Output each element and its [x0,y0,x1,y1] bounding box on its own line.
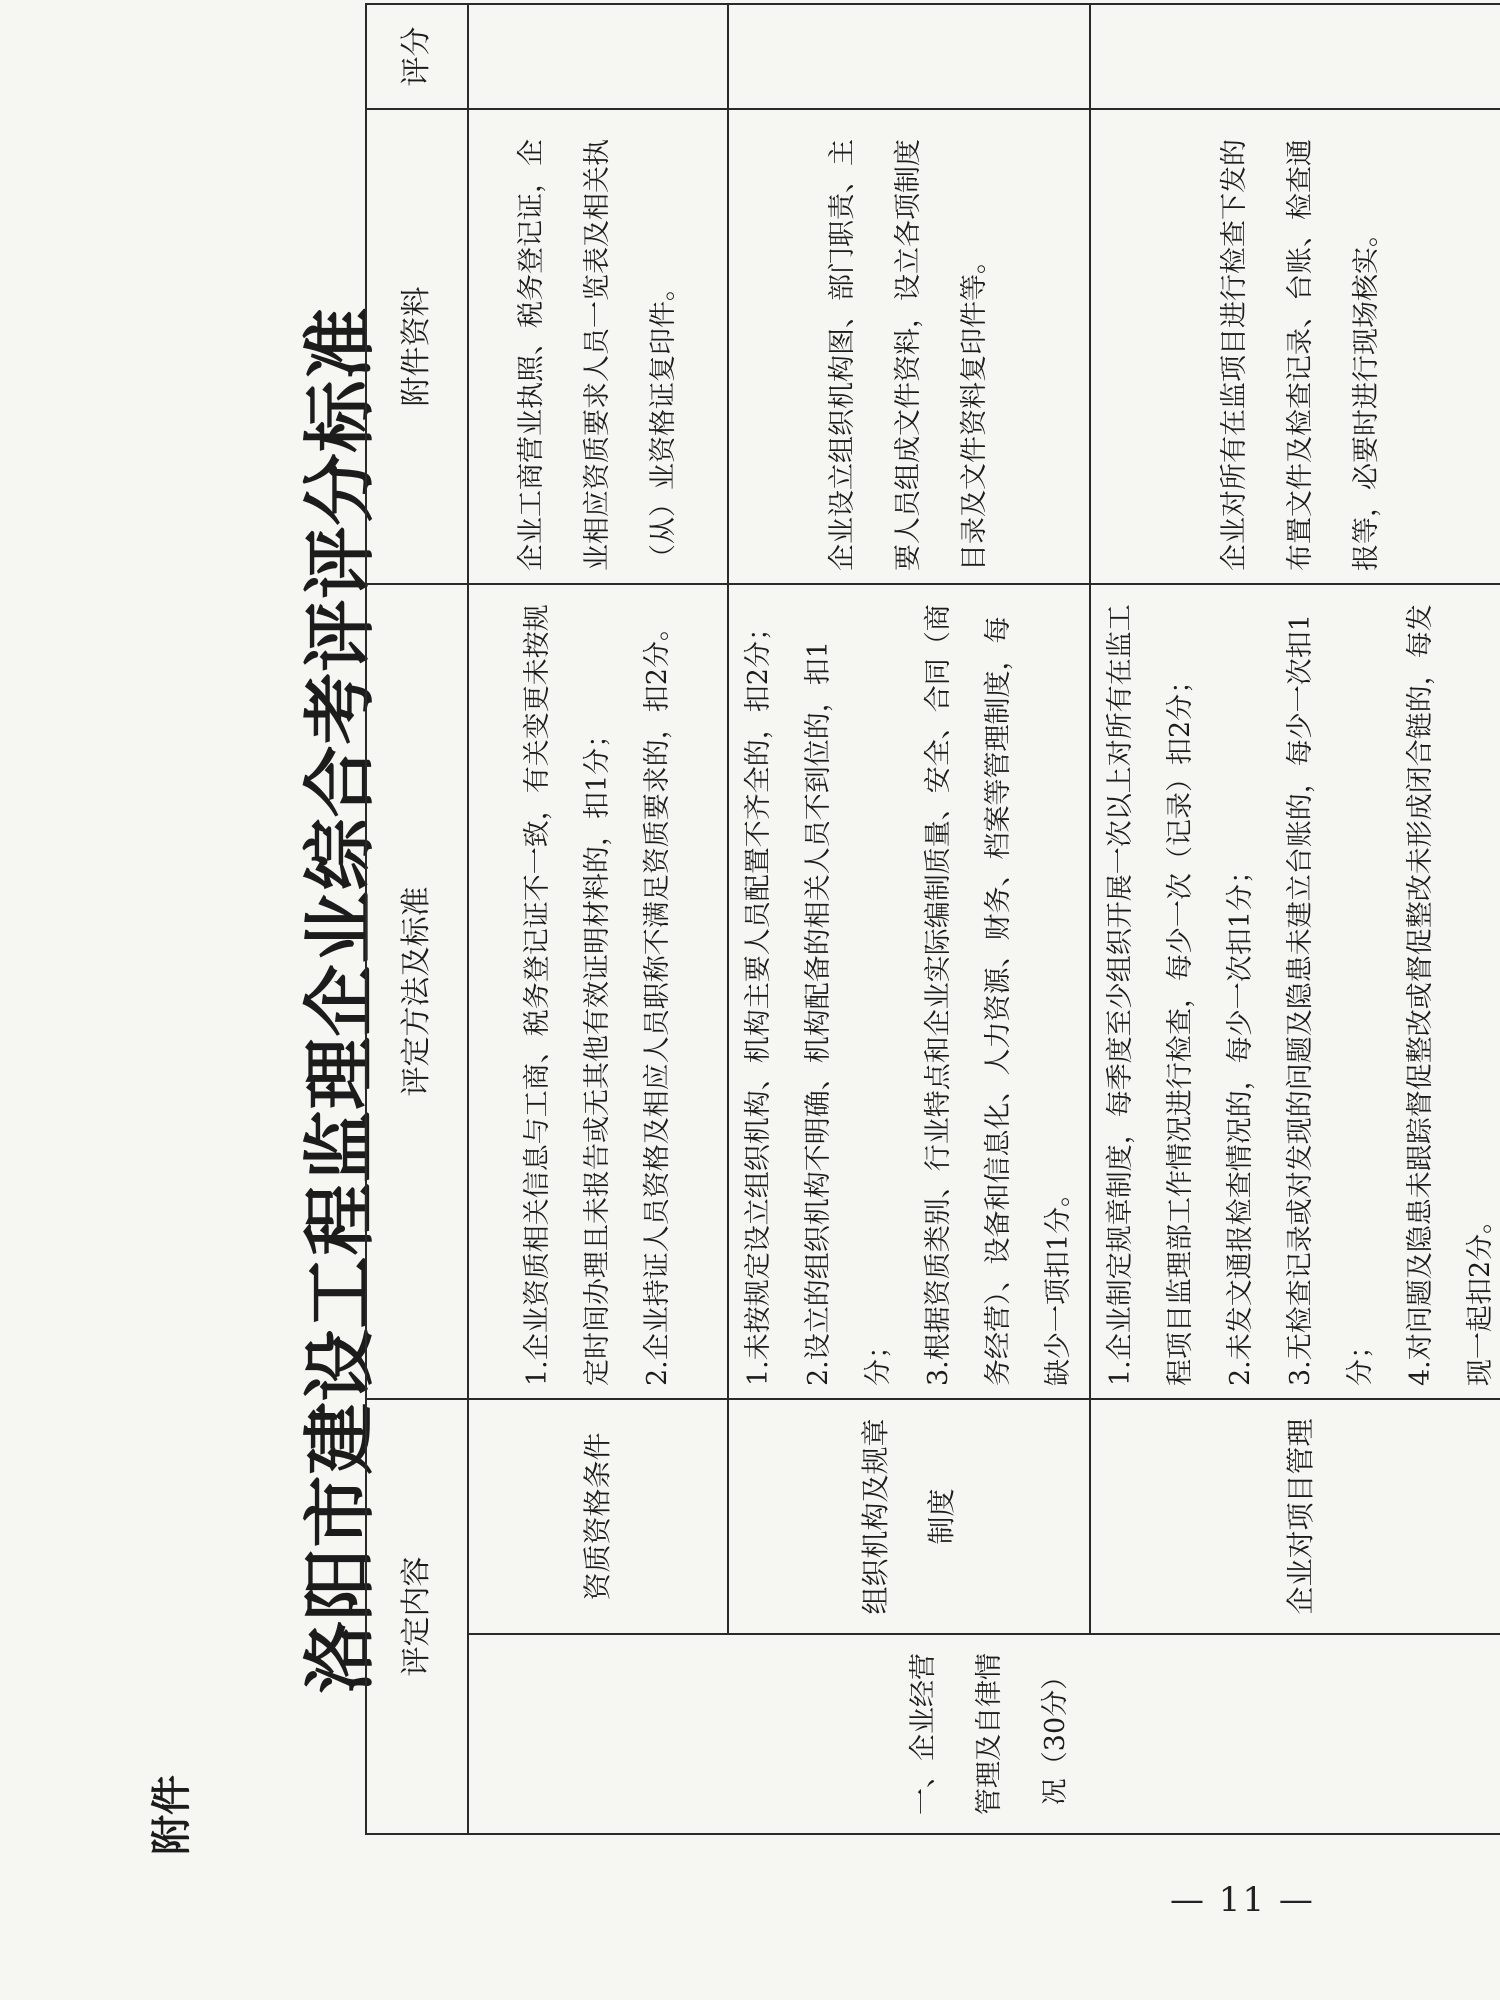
subcategory-cell: 企业对项目管理 [1090,1399,1500,1634]
criteria-cell [1090,584,1500,1399]
scoring-table [365,3,1500,1835]
criteria-item: 3.根据资质类别、行业特点和企业实际编制质量、安全、合同（商务经营）、设备和信息化、人力资源、财务、档案等管理制度，每缺少一项扣1分。 [923,604,1074,1386]
table-row [468,4,728,1834]
table-header-row [366,4,468,1834]
header-method: 评定方法及标准 [366,584,468,1399]
materials-cell: 企业设立组织机构图、部门职责、主要人员组成文件资料，设立各项制度目录及文件资料复印件等。 [728,109,1090,584]
criteria-item: 1.企业制定规章制度，每季度至少组织开展一次以上对所有在监工程项目监理部工作情况进行检查，每少一次（记录）扣2分； [1105,604,1196,1386]
header-materials: 附件资料 [366,109,468,584]
criteria-item: 2.未发文通报检查情况的，每少一次扣1分； [1225,857,1256,1386]
criteria-item: 1.未按规定设立组织机构、机构主要人员配置不齐全的，扣2分； [743,614,774,1386]
header-content: 评定内容 [366,1399,468,1834]
page-number: — 11 — [1170,1880,1315,1920]
table-row [1090,4,1500,1834]
materials-cell: 企业对所有在监项目进行检查下发的布置文件及检查记录、台账、检查通报等，必要时进行现场核实。 [1090,109,1500,584]
table-row [728,4,1090,1834]
criteria-cell [728,584,1090,1399]
header-score: 评分 [366,4,468,109]
criteria-cell [468,584,728,1399]
subcategory-cell: 组织机构及规章制度 [728,1399,1090,1634]
score-cell[interactable] [1090,4,1500,109]
document-title: 洛阳市建设工程监理企业综合考评评分标准 [297,306,382,1694]
category-cell: 一、企业经营管理及自律情况（30分） [468,1634,1500,1834]
score-cell[interactable] [468,4,728,109]
subcategory-cell: 资质资格条件 [468,1399,728,1634]
criteria-item: 1.企业资质相关信息与工商、税务登记证不一致，有关变更未按规定时间办理且未报告或无其他有效证明材料的，扣1分； [522,604,613,1386]
criteria-item: 2.企业持证人员资格及相应人员职称不满足资质要求的，扣2分。 [642,614,673,1386]
criteria-item: 4.对问题及隐患未跟踪督促整改或督促整改未形成闭合链的，每发现一起扣2分。 [1405,604,1496,1386]
materials-cell: 企业工商营业执照、税务登记证，企业相应资质要求人员一览表及相关执（从）业资格证复印件。 [468,109,728,584]
criteria-item: 3.无检查记录或对发现的问题及隐患未建立台账的，每少一次扣1分； [1285,614,1376,1386]
criteria-item: 2.设立的组织机构不明确、机构配备的相关人员不到位的，扣1分； [803,641,894,1386]
attachment-label: 附件 [149,1775,195,1855]
score-cell[interactable] [728,4,1090,109]
